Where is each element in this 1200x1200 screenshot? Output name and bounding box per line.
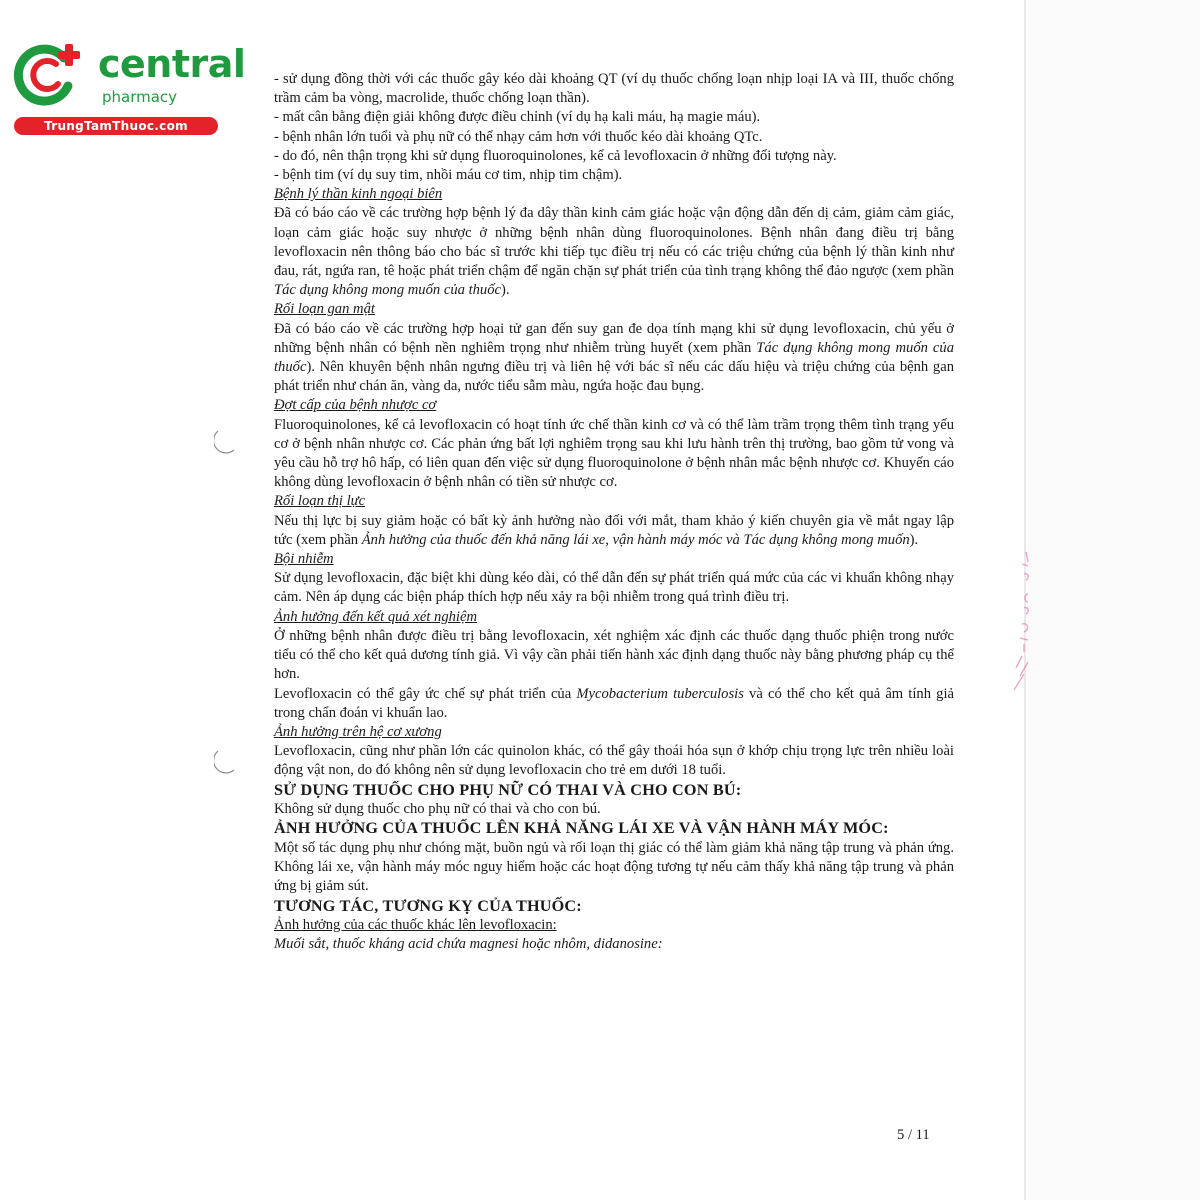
logo-wordmark: central: [98, 42, 246, 86]
section-text-lab-tests: Ở những bệnh nhân được điều trị bằng levofloxacin, xét nghiệm xác định các thuốc dạng thuốc phiện trong nước tiểu có thể cho kết quả dương tính giả. Vì vậy cần phải tiến hành xác định dạng thuốc này bằng phương pháp cụ thể hơn.: [274, 627, 954, 683]
logo-subtitle: pharmacy: [102, 88, 178, 106]
page-number: 5 / 11: [897, 1127, 930, 1143]
text-run: Đã có báo cáo về các trường hợp bệnh lý đa dây thần kinh cảm giác hoặc vận động dẫn đến dị cảm, giảm cảm giác, loạn cảm giác hoặc suy nhược ở những bệnh nhân dùng fluoroquinolones. Bệnh nhân đang điều trị bằng levofloxacin nên thông báo cho bác sĩ trước khi tiếp tục điều trị nếu có các triệu chứng của bệnh lý thần kinh như đau, rát, ngứa ran, tê hoặc phát triển chậm để ngăn chặn sự phát triển của tình trạng không thể đảo ngược (xem phần: [274, 205, 954, 280]
section-text-tuberculosis: [274, 685, 954, 723]
section-title-vision: Rối loạn thị lực: [274, 493, 366, 510]
section-title-lab-tests: Ảnh hưởng đến kết quả xét nghiệm: [274, 608, 477, 625]
cross-reference: Tác dụng không mong muốn của thuốc: [274, 282, 501, 299]
page-margin-shade: [1026, 0, 1200, 1200]
bullet-heart-disease: - bệnh tim (ví dụ suy tim, nhồi máu cơ tim, nhịp tim chậm).: [274, 167, 623, 184]
heading-interactions: TƯƠNG TÁC, TƯƠNG KỴ CỦA THUỐC:: [274, 896, 582, 915]
section-title-hepatobiliary: Rối loạn gan mật: [274, 301, 375, 318]
subheading-iron-antacids: Muối sắt, thuốc kháng acid chứa magnesi hoặc nhôm, didanosine:: [274, 936, 663, 953]
cross-reference: Tác dụng không mong muốn của thuốc: [274, 339, 954, 376]
bullet-elderly: - bệnh nhân lớn tuổi và phụ nữ có thể nhạy cảm hơn với thuốc kéo dài khoảng QTc.: [274, 128, 763, 145]
document-body: [274, 70, 954, 955]
text-pregnancy: Không sử dụng thuốc cho phụ nữ có thai và cho con bú.: [274, 801, 601, 818]
section-title-musculoskeletal: Ảnh hưởng trên hệ cơ xương: [274, 723, 442, 740]
heading-pregnancy: SỬ DỤNG THUỐC CHO PHỤ NỮ CÓ THAI VÀ CHO CON BÚ:: [274, 780, 742, 799]
logo-website-banner[interactable]: TrungTamThuoc.com: [14, 117, 218, 135]
section-text-vision: [274, 512, 954, 550]
subheading-other-drugs: Ảnh hưởng của các thuốc khác lên levofloxacin:: [274, 917, 557, 934]
species-name: Mycobacterium tuberculosis: [576, 685, 744, 702]
text-run: Nếu thị lực bị suy giảm hoặc có bất kỳ ảnh hưởng nào đối với mắt, tham khảo ý kiến chuyên gia về mắt ngay lập tức (xem phần: [274, 512, 954, 548]
text-run: Levofloxacin có thể gây ức chế sự phát triển của: [274, 685, 577, 702]
section-text-musculoskeletal: Levofloxacin, cũng như phần lớn các quinolon khác, có thể gây thoái hóa sụn ở khớp chịu trọng lực trên nhiều loài động vật non, do đó không nên sử dụng levofloxacin cho trẻ em dưới 18 tuổi.: [274, 743, 954, 779]
section-text-hepatobiliary: [274, 320, 954, 397]
binder-hole-icon: [214, 748, 238, 774]
text-run: ).: [909, 531, 919, 548]
section-text-peripheral-neuropathy: [274, 204, 954, 300]
bullet-electrolyte: - mất cân bằng điện giải không được điều chỉnh (ví dụ hạ kali máu, hạ magie máu).: [274, 109, 761, 126]
faint-stamp-mark: [1004, 548, 1040, 698]
section-text-superinfection: Sử dụng levofloxacin, đặc biệt khi dùng kéo dài, có thể dẫn đến sự phát triển quá mức của các vi khuẩn không nhạy cảm. Nên áp dụng các biện pháp thích hợp nếu xảy ra bội nhiễm trong quá trình điều trị.: [274, 570, 954, 606]
binder-hole-icon: [214, 428, 238, 454]
bullet-caution: - do đó, nên thận trọng khi sử dụng fluoroquinolones, kể cả levofloxacin ở những đối tượng này.: [274, 147, 837, 164]
bullet-qt-drugs: - sử dụng đồng thời với các thuốc gây kéo dài khoảng QT (ví dụ thuốc chống loạn nhịp loại IA và III, thuốc chống trầm cảm ba vòng, macrolide, thuốc chống loạn thần).: [274, 71, 954, 107]
section-title-superinfection: Bội nhiễm: [274, 551, 334, 568]
text-run: ).: [501, 282, 510, 299]
text-run: ). Nên khuyên bệnh nhân ngưng điều trị và liên hệ với bác sĩ nếu các dấu hiệu và triệu chứng của bệnh gan phát triển như chán ăn, vàng da, nước tiểu sẫm màu, ngứa hoặc đau bụng.: [274, 359, 954, 395]
cross-reference: Ảnh hưởng của thuốc đến khả năng lái xe, vận hành máy móc và Tác dụng không mong muốn: [361, 531, 910, 548]
central-pharmacy-logo[interactable]: [10, 38, 246, 138]
section-title-peripheral-neuropathy: Bệnh lý thần kinh ngoại biên: [274, 186, 443, 203]
text-driving: Một số tác dụng phụ như chóng mặt, buồn ngủ và rối loạn thị giác có thể làm giảm khả năng tập trung và phản ứng. Không lái xe, vận hành máy móc nguy hiểm hoặc các hoạt động tương tự nếu cảm thấy khả năng tập trung và phản ứng bị giảm sút.: [274, 839, 954, 895]
text-run: và có thể cho kết quả âm tính giả trong chẩn đoán vi khuẩn lao.: [274, 685, 954, 721]
section-text-myasthenia: Fluoroquinolones, kể cả levofloxacin có hoạt tính ức chế thần kinh cơ và có thể làm trầm trọng thêm tình trạng yếu cơ ở bệnh nhân nhược cơ. Các phản ứng bất lợi nghiêm trọng sau khi lưu hành trên thị trường, bao gồm tử vong và yêu cầu hỗ trợ hô hấp, có liên quan đến việc sử dụng fluoroquinolone ở bệnh nhân mắc bệnh nhược cơ. Khuyến cáo không dùng levofloxacin ở bệnh nhân có tiền sử nhược cơ.: [274, 416, 954, 491]
text-run: Đã có báo cáo về các trường hợp hoại tử gan đến suy gan đe dọa tính mạng khi sử dụng levofloxacin, chủ yếu ở những bệnh nhân có bệnh nền nghiêm trọng như nhiễm trùng huyết (xem phần: [274, 320, 954, 356]
heading-driving: ẢNH HƯỞNG CỦA THUỐC LÊN KHẢ NĂNG LÁI XE VÀ VẬN HÀNH MÁY MÓC:: [274, 819, 889, 838]
section-title-myasthenia: Đợt cấp của bệnh nhược cơ: [274, 397, 437, 414]
pharmacy-c-cross-icon: [12, 42, 84, 108]
